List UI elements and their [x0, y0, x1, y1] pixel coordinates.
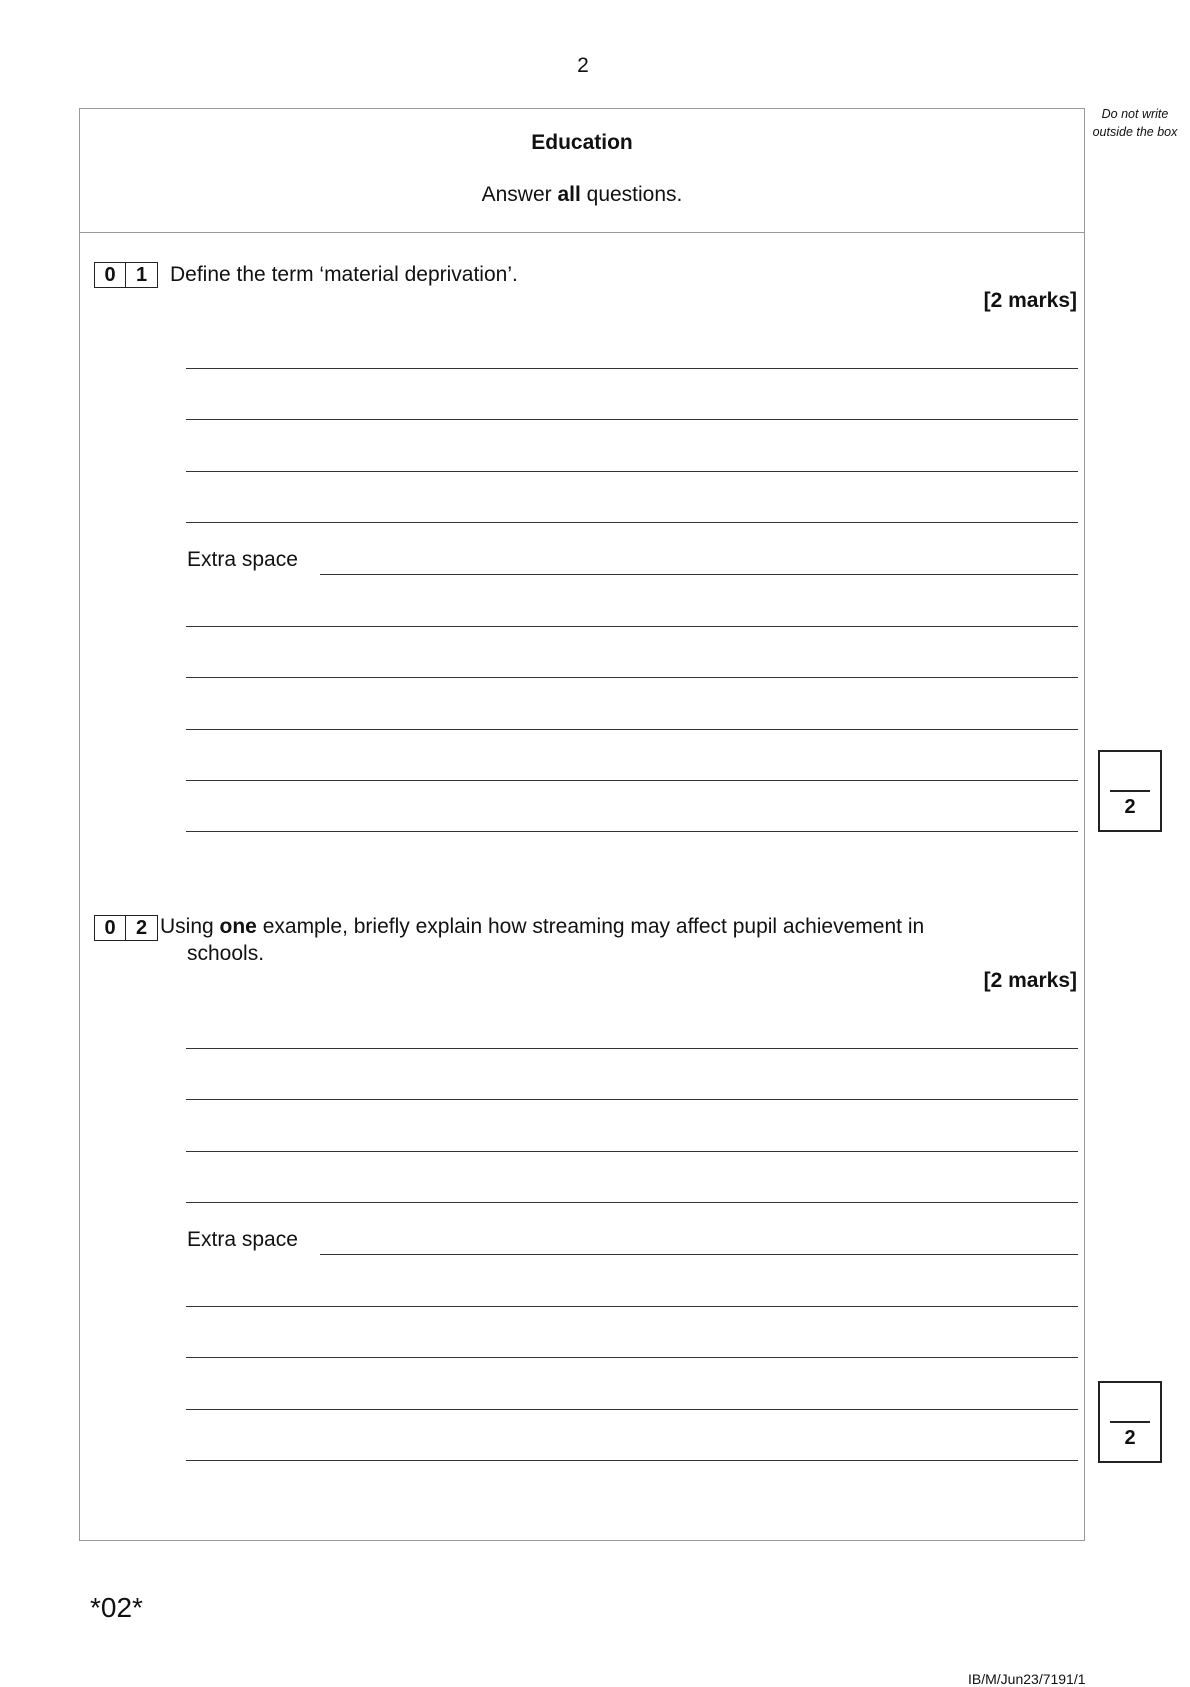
answer-line[interactable]	[186, 1099, 1078, 1100]
extra-space-line[interactable]	[320, 574, 1078, 575]
extra-space-line[interactable]	[320, 1254, 1078, 1255]
question-02-marks: [2 marks]	[983, 969, 1077, 992]
do-not-write-note: Do not write outside the box	[1092, 107, 1178, 139]
answer-line[interactable]	[186, 1151, 1078, 1152]
answer-line[interactable]	[186, 522, 1078, 523]
question-02-text-line2: schools.	[187, 942, 265, 965]
question-number-02	[94, 915, 158, 941]
question-02-text-pre: Using	[160, 915, 220, 938]
answer-line[interactable]	[186, 780, 1078, 781]
answer-line[interactable]	[186, 1048, 1078, 1049]
answer-box-frame	[79, 108, 1085, 1541]
header-divider	[79, 232, 1085, 233]
mark-box-divider	[1110, 790, 1150, 792]
mark-box-value: 2	[1124, 796, 1136, 818]
mark-box-value: 2	[1124, 1427, 1136, 1449]
answer-line[interactable]	[186, 1357, 1078, 1358]
question-02-text-post: example, briefly explain how streaming may affect pupil achievement in	[256, 915, 925, 938]
question-digit: 1	[126, 262, 158, 288]
extra-space-label: Extra space	[187, 548, 298, 571]
page-number: 2	[577, 54, 589, 77]
answer-line[interactable]	[186, 729, 1078, 730]
question-digit: 0	[94, 915, 126, 941]
paper-reference: IB/M/Jun23/7191/1	[968, 1671, 1086, 1687]
question-01-mark-box	[1098, 750, 1162, 832]
page-barcode-text: *02*	[90, 1592, 143, 1623]
question-02-mark-box	[1098, 1381, 1162, 1463]
extra-space-label: Extra space	[187, 1228, 298, 1251]
section-instruction	[79, 183, 1085, 207]
question-02-text	[160, 913, 924, 940]
instruction-bold: all	[557, 183, 581, 206]
question-digit: 2	[126, 915, 158, 941]
section-title: Education	[531, 131, 633, 154]
question-01-marks: [2 marks]	[983, 289, 1077, 312]
instruction-post: questions.	[580, 183, 683, 206]
question-number-01	[94, 262, 158, 288]
instruction-pre: Answer	[481, 183, 558, 206]
answer-line[interactable]	[186, 831, 1078, 832]
answer-line[interactable]	[186, 419, 1078, 420]
answer-line[interactable]	[186, 677, 1078, 678]
question-digit: 0	[94, 262, 126, 288]
answer-line[interactable]	[186, 1202, 1078, 1203]
mark-box-divider	[1110, 1421, 1150, 1423]
answer-line[interactable]	[186, 471, 1078, 472]
question-02-text-bold: one	[219, 915, 257, 938]
answer-line[interactable]	[186, 626, 1078, 627]
answer-line[interactable]	[186, 1306, 1078, 1307]
answer-line[interactable]	[186, 1409, 1078, 1410]
answer-line[interactable]	[186, 368, 1078, 369]
answer-line[interactable]	[186, 1460, 1078, 1461]
question-01-text: Define the term ‘material deprivation’.	[170, 263, 518, 286]
